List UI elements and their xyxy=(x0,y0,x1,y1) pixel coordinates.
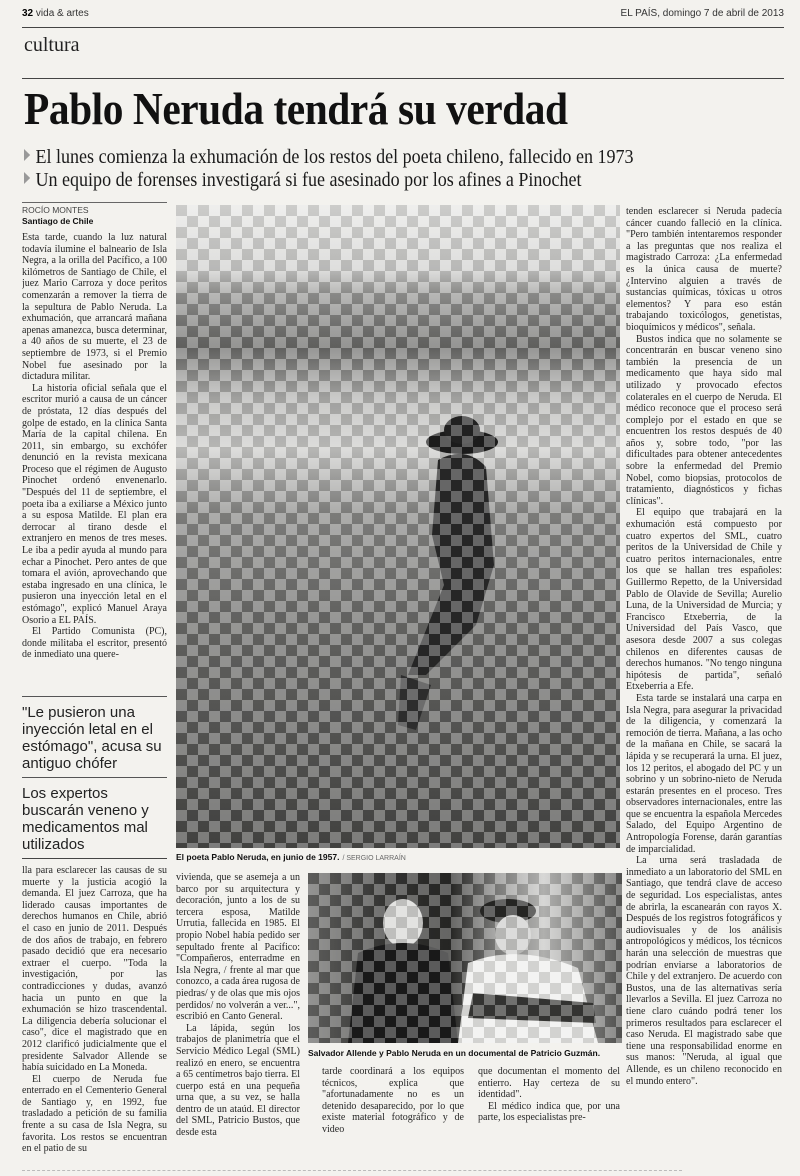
deck-2 xyxy=(24,169,582,191)
pull-quote-rule xyxy=(22,858,167,859)
deck-1 xyxy=(24,146,634,168)
author: ROCÍO MONTES xyxy=(22,205,89,215)
byline xyxy=(22,202,167,227)
header-rule xyxy=(22,27,784,28)
paragraph: lla para esclarecer las causas de su muerte y la justicia acogió la demanda. El juez Carroza, que ha liderado causas importantes de derechos humanos en Chile, abrió el caso en junio de 2011. Después de dos años de trabajo, en febrero pasado decidió que era necesario extraer el cuerpo. "Toda la investigación, por las contradicciones y dudas, avanzó hacia un punto en que la exhumación se hizo trascendental. La diligencia debería solucionar el caso", dice el magistrado que en 2012 clarificó judicialmente que el presidente Salvador Allende se había suicidado en La Moneda. xyxy=(22,865,167,1074)
paragraph: Bustos indica que no solamente se concentrarán en buscar veneno sino también la presencia de un medicamento que haya sido mal utilizado y provocado efectos colaterales en el cuerpo de Neruda. El médico reconoce que el proceso será complejo por el estado en que se encuentren los restos después de 40 años y, sobre todo, "por las dificultades para obtener antecedentes sobre la enfermedad del Premio Nobel, como biopsias, protocolos de tratamiento, diagnósticos y fichas clínicas". xyxy=(626,333,782,507)
paragraph: La lápida, según los trabajos de planimetría que el Servicio Médico Legal (SML) realizó en enero, se encuentra a 65 centímetros bajo tierra. El cuerpo está en una pequeña urna que, a su vez, se halla dentro de un ataúd. El director del SML, Patricio Bustos, que desde esta xyxy=(176,1022,300,1139)
paragraph: El equipo que trabajará en la exhumación está compuesto por cuatro expertos del SML, cuatro peritos de la Universidad de Chile y cuatro peritos internacionales, entre los que se hallan tres españoles: Guillermo Repetto, de la Universidad Pablo de Olavide de Sevilla; Aurelio Luna, de la Universidad de Murcia; y Francisco Etxeberria, de la Universidad del País Vasco, que asesora desde 2007 a sus colegas chilenos en diferentes causas de derechos humanos. "No tengo ninguna hipótesis de partida", señaló Etxeberria a Efe. xyxy=(626,507,782,693)
main-photo xyxy=(176,205,620,848)
column-1-bottom xyxy=(22,865,167,1166)
section-top: vida & artes xyxy=(35,8,89,19)
transparency-pattern xyxy=(308,873,622,1043)
paragraph: El Partido Comunista (PC), donde militaba el escritor, presentó de inmediato una quere- xyxy=(22,626,167,661)
paragraph: El cuerpo de Neruda fue enterrado en el Cementerio General de Santiago y, en 1992, fue trasladado a petición de su familia frente a su casa de Isla Negra, su favorita. Los restos se encuentran en el patio de su xyxy=(22,1073,167,1155)
paragraph: Esta tarde, cuando la luz natural todavía ilumine el balneario de Isla Negra, a la orilla del Pacífico, a 100 kilómetros de Santiago de Chile, el juez Mario Carroza y doce peritos comenzarán a remover la tierra de la sepultura de Pablo Neruda. La exhumación, que arrancará mañana apenas amanezca, busca determinar, a 40 años de su muerte, el 23 de septiembre de 1973, si el Premio Nobel fue asesinado por la dictadura militar. xyxy=(22,232,167,383)
column-1-top xyxy=(22,232,167,684)
paragraph: vivienda, que se asemeja a un barco por su arquitectura y decoración, junto a los de su tercera esposa, Matilde Urrutia, fallecida en 1985. El propio Nobel había pedido ser sepultado frente al Pacífico: "Compañeros, enterradme en Isla Negra, / frente al mar que conozco, a cada área rugosa de piedras/ y de olas que mis ojos perdidos/ no volverán a ver...", escribió en Canto General. xyxy=(176,872,300,1023)
page-number: 32 xyxy=(22,8,34,19)
triangle-bullet-icon xyxy=(24,149,30,161)
paragraph: tenden esclarecer si Neruda padecía cáncer cuando falleció en la clínica. "Pero también intentaremos responder a las preguntas que nos realiza el magistrado Carroza: ¿La enfermedad es la única causa de muerte? ¿Intervino alguien a través de sustancias químicas, tóxicas u otros elementos? Y para eso están trabajando toxicólogos, genetistas, bioquímicos y médicos", señala. xyxy=(626,206,782,333)
headline: Pablo Neruda tendrá su verdad xyxy=(24,83,568,134)
column-4 xyxy=(478,1066,620,1166)
bottom-divider xyxy=(22,1170,682,1171)
column-3 xyxy=(322,1066,464,1166)
transparency-pattern xyxy=(176,205,620,848)
paragraph: tarde coordinará a los equipos técnicos, explica que "afortunadamente no es un detenido desaparecido, por lo que existe material fotográfico y de video xyxy=(322,1066,464,1135)
pull-quote: "Le pusieron una inyección letal en el estómago", acusa su antiguo chófer xyxy=(22,696,167,777)
paragraph: La urna será trasladada de inmediato a un laboratorio del SML en Santiago, que tendrá clave de acceso de seguridad. Los especialistas, antes de abrirla, la escanearán con rayos X. Después de los registros fotográficos y audiovisuales y de los análisis antropológicos y médicos, los técnicos harán una selección de muestras que podrían enviarse a laboratorios de Chile y del extranjero. De acuerdo con Bustos, una de las alternativas sería llevarlos a Sevilla. El juez Carroza no tiene claro cuándo podrá tener los primeros resultados para esclarecer el caso Neruda. El magistrado sabe que tiene una responsabilidad enorme en sus manos: "Neruda, al igual que Allende, es un chileno reconocido en el mundo entero". xyxy=(626,855,782,1087)
paragraph: La historia oficial señala que el escritor murió a causa de un cáncer de próstata, 12 días después del golpe de estado, en la clínica Santa María de la capital chilena. En 2011, sin embargo, su exchófer denunció en la revista mexicana Proceso que el régimen de Augusto Pinochet ordenó envenenarlo. "Después del 11 de septiembre, el poeta iba a exiliarse a México junto a su esposa Matilde. El plan era derrocar al tirano desde el extranjero en menos de tres meses. Le iba a pedir ayuda al mundo para echar a Pinochet. Pero antes de que tomara el avión, aprovechando que estaba ingresado en una clínica, le pusieron una inyección letal en el estómago", explicó Manuel Araya Osorio a EL PAÍS. xyxy=(22,382,167,626)
section-rule xyxy=(22,78,784,79)
paragraph: Esta tarde se instalará una carpa en Isla Negra, para asegurar la privacidad de la diligencia, y comenzará la remoción de tierra. Mañana, a las ocho de la mañana en Chile, se sacará la lápida y se recuperará la urna. El juez, los 12 peritos, el abogado del PC y un sobrino y un sobrino-nieto de Neruda estarán presentes en el proceso. Tres observadores internacionales, entre las que se encuentra la española Mercedes Salado, del Equipo Argentino de Antropología Forense, darán garantías de imparcialidad. xyxy=(626,692,782,855)
photo-credit: / SERGIO LARRAÍN xyxy=(342,855,406,862)
section-label: cultura xyxy=(24,34,80,56)
triangle-bullet-icon xyxy=(24,172,30,184)
paragraph: que documentan el momento del entierro. Hay certeza de su identidad". xyxy=(478,1066,620,1101)
paragraph: El médico indica que, por una parte, los especialistas pre- xyxy=(478,1100,620,1124)
second-photo-caption: Salvador Allende y Pablo Neruda en un documental de Patricio Guzmán. xyxy=(308,1048,601,1058)
allende-neruda-photo xyxy=(308,873,622,1043)
left-column-lower-stack xyxy=(22,696,167,1166)
page-header xyxy=(22,8,784,24)
caption-text: El poeta Pablo Neruda, en junio de 1957. xyxy=(176,852,340,862)
pull-quote: Los expertos buscarán veneno y medicamentos mal utilizados xyxy=(22,777,167,858)
column-5 xyxy=(626,206,782,1166)
main-photo-caption xyxy=(176,852,406,862)
column-2 xyxy=(176,872,300,1168)
publication-date: EL PAÍS, domingo 7 de abril de 2013 xyxy=(620,8,784,19)
deck-text: El lunes comienza la exhumación de los restos del poeta chileno, fallecido en 1973 xyxy=(35,146,634,168)
location: Santiago de Chile xyxy=(22,216,94,226)
deck-text: Un equipo de forenses investigará si fue asesinado por los afines a Pinochet xyxy=(35,169,582,191)
